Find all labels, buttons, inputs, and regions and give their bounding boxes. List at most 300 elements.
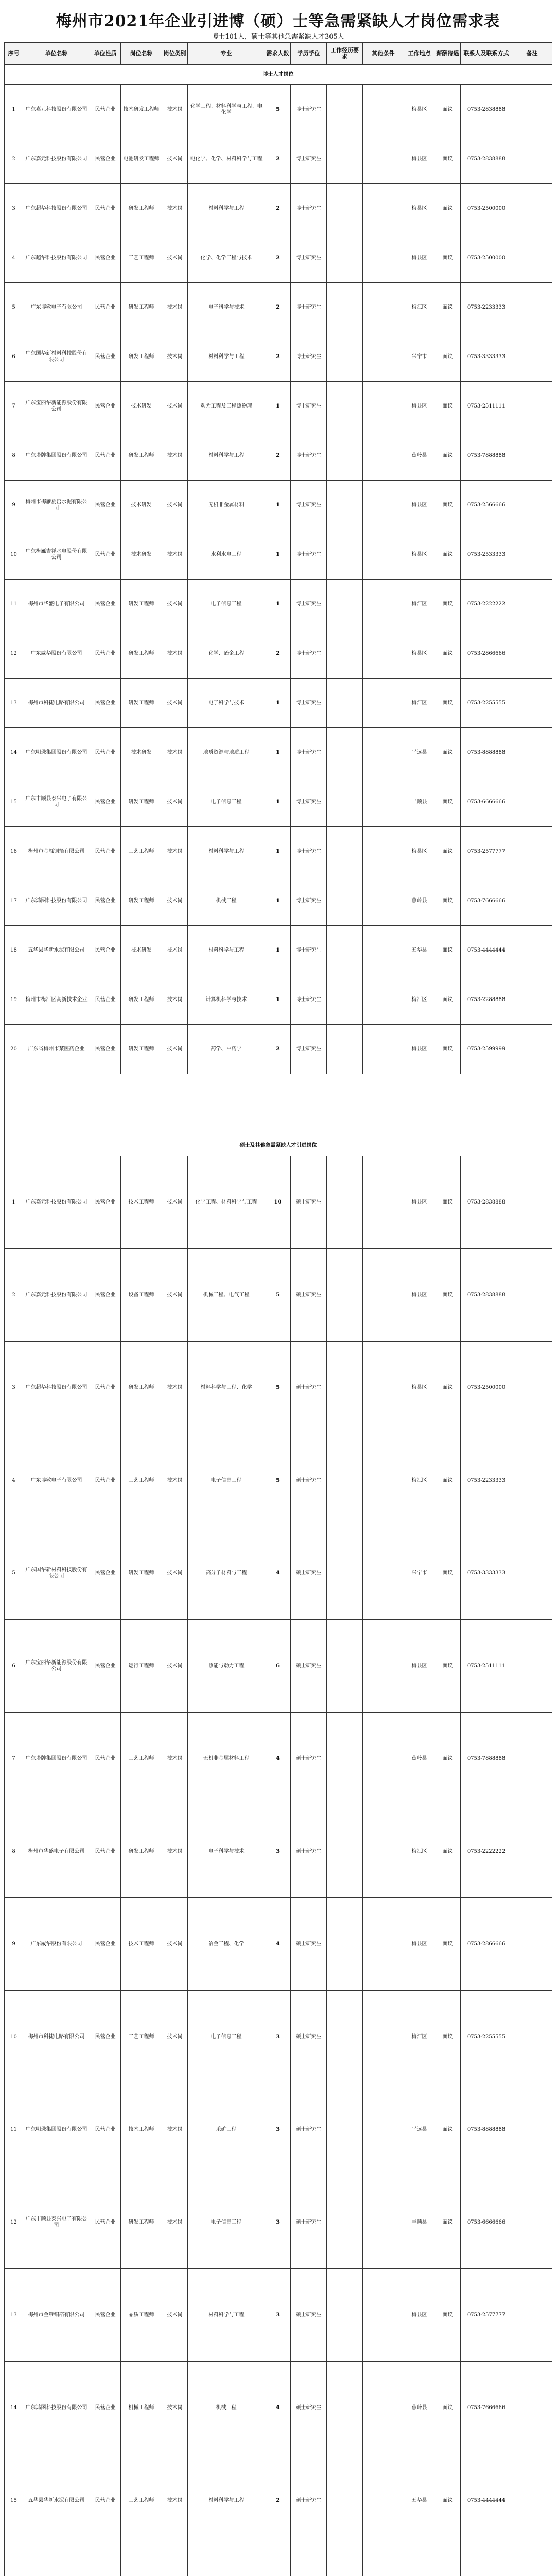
cell-exp — [327, 1156, 363, 1249]
cell-note — [512, 481, 552, 530]
page-subtitle: 博士101人，硕士等其他急需紧缺人才305人 — [212, 33, 344, 41]
column-header: 单位名称 — [23, 43, 90, 65]
cell-place — [404, 2547, 435, 2576]
cell-post: 研发工程师 — [121, 777, 162, 827]
cell-place: 平远县 — [404, 728, 435, 777]
cell-contact: 0753-2500000 — [461, 233, 512, 283]
cell-major: 水利水电工程 — [188, 530, 265, 580]
cell-cat: 技术岗 — [162, 1434, 188, 1527]
cell-other — [363, 2083, 404, 2176]
cell-cat: 技术岗 — [162, 530, 188, 580]
cell-contact: 0753-7666666 — [461, 2362, 512, 2454]
cell-other — [363, 629, 404, 679]
cell-exp — [327, 2269, 363, 2362]
cell-contact: 0753-2866666 — [461, 1898, 512, 1991]
cell-other — [363, 777, 404, 827]
cell-major: 计算机科学与技术 — [188, 975, 265, 1025]
cell-exp — [327, 926, 363, 975]
table-row — [5, 332, 552, 382]
cell-other — [363, 1620, 404, 1713]
cell-pay: 面议 — [435, 2176, 461, 2269]
cell-note — [512, 2547, 552, 2576]
cell-exp — [327, 2362, 363, 2454]
cell-contact: 0753-8888888 — [461, 2083, 512, 2176]
cell-org: 广东丰顺县泰兴电子有限公司 — [23, 2176, 90, 2269]
cell-contact: 0753-2511111 — [461, 382, 512, 431]
cell-cat: 技术岗 — [162, 2454, 188, 2547]
cell-contact: 0753-7666666 — [461, 876, 512, 926]
cell-post: 电池研发工程师 — [121, 134, 162, 184]
cell-no: 15 — [5, 777, 23, 827]
cell-contact: 0753-2233333 — [461, 283, 512, 332]
cell-qty: 6 — [265, 1620, 291, 1713]
cell-exp — [327, 975, 363, 1025]
cell-note — [512, 2454, 552, 2547]
cell-type: 民营企业 — [90, 1620, 121, 1713]
cell-other — [363, 1249, 404, 1342]
cell-exp — [327, 827, 363, 876]
cell-exp — [327, 1991, 363, 2083]
cell-no: 16 — [5, 827, 23, 876]
cell-post: 技术研发 — [121, 481, 162, 530]
cell-cat: 技术岗 — [162, 332, 188, 382]
cell-edu: 博士研究生 — [291, 679, 327, 728]
cell-other — [363, 2176, 404, 2269]
cell-qty: 1 — [265, 679, 291, 728]
table-row — [5, 431, 552, 481]
cell-place: 梅县区 — [404, 382, 435, 431]
cell-contact: 0753-2838888 — [461, 134, 512, 184]
cell-place: 梅县区 — [404, 1898, 435, 1991]
cell-place: 梅县区 — [404, 827, 435, 876]
table-row — [5, 85, 552, 134]
cell-place: 梅县区 — [404, 85, 435, 134]
column-header: 其他条件 — [363, 43, 404, 65]
cell-type: 民营企业 — [90, 827, 121, 876]
cell-type: 民营企业 — [90, 2269, 121, 2362]
cell-cat: 技术岗 — [162, 926, 188, 975]
cell-exp — [327, 876, 363, 926]
cell-exp — [327, 580, 363, 629]
cell-post: 工艺工程师 — [121, 233, 162, 283]
cell-note — [512, 1527, 552, 1620]
cell-type: 民营企业 — [90, 580, 121, 629]
cell-qty: 2 — [265, 431, 291, 481]
table-row — [5, 728, 552, 777]
cell-qty: 3 — [265, 1991, 291, 2083]
table-row — [5, 2269, 552, 2362]
cell-edu: 博士研究生 — [291, 481, 327, 530]
cell-other — [363, 1434, 404, 1527]
cell-edu: 硕士研究生 — [291, 2269, 327, 2362]
cell-no: 6 — [5, 332, 23, 382]
cell-major: 热能与动力工程 — [188, 1620, 265, 1713]
cell-post: 工艺工程师 — [121, 1991, 162, 2083]
cell-org: 五华县华新水泥有限公司 — [23, 2454, 90, 2547]
cell-exp — [327, 728, 363, 777]
cell-edu: 博士研究生 — [291, 85, 327, 134]
cell-no: 11 — [5, 580, 23, 629]
cell-qty: 5 — [265, 1434, 291, 1527]
cell-note — [512, 679, 552, 728]
cell-exp — [327, 1025, 363, 1074]
cell-other — [363, 2454, 404, 2547]
cell-org: 广东宝丽华新能源股份有限公司 — [23, 1620, 90, 1713]
cell-major: 冶金工程、化学 — [188, 1898, 265, 1991]
cell-qty: 2 — [265, 184, 291, 233]
cell-note — [512, 728, 552, 777]
cell-edu: 硕士研究生 — [291, 1898, 327, 1991]
cell-type: 民营企业 — [90, 1805, 121, 1898]
table-row — [5, 629, 552, 679]
cell-cat: 技术岗 — [162, 580, 188, 629]
cell-other — [363, 530, 404, 580]
cell-edu: 博士研究生 — [291, 431, 327, 481]
cell-major: 电子信息工程 — [188, 580, 265, 629]
cell-note — [512, 1805, 552, 1898]
cell-pay: 面议 — [435, 679, 461, 728]
cell-edu: 硕士研究生 — [291, 1156, 327, 1249]
cell-note — [512, 85, 552, 134]
cell-place: 兴宁市 — [404, 332, 435, 382]
cell-major: 机械工程、电气工程 — [188, 1249, 265, 1342]
cell-major: 电子信息工程 — [188, 1434, 265, 1527]
cell-pay: 面议 — [435, 827, 461, 876]
cell-place: 丰顺县 — [404, 777, 435, 827]
cell-org: 广东塔牌集团股份有限公司 — [23, 1713, 90, 1805]
cell-cat: 技术岗 — [162, 184, 188, 233]
cell-qty: 10 — [265, 1156, 291, 1249]
cell-exp — [327, 233, 363, 283]
cell-major: 电子科学与技术 — [188, 283, 265, 332]
cell-cat: 技术岗 — [162, 2362, 188, 2454]
cell-exp — [327, 2547, 363, 2576]
cell-pay: 面议 — [435, 1991, 461, 2083]
cell-note — [512, 1025, 552, 1074]
table-row — [5, 1991, 552, 2083]
cell-other — [363, 1991, 404, 2083]
cell-other — [363, 827, 404, 876]
cell-qty: 3 — [265, 2083, 291, 2176]
cell-other — [363, 580, 404, 629]
cell-other — [363, 975, 404, 1025]
cell-post: 技术研发 — [121, 926, 162, 975]
cell-contact: 0753-2838888 — [461, 1249, 512, 1342]
cell-org: 广东嘉元科技股份有限公司 — [23, 134, 90, 184]
cell-type: 民营企业 — [90, 481, 121, 530]
cell-org: 广东鸿图科技股份有限公司 — [23, 876, 90, 926]
cell-cat: 技术岗 — [162, 85, 188, 134]
cell-place: 梅江区 — [404, 580, 435, 629]
table-row — [5, 1249, 552, 1342]
cell-place: 蕉岭县 — [404, 431, 435, 481]
cell-qty: 1 — [265, 481, 291, 530]
cell-org: 广东超华科技股份有限公司 — [23, 233, 90, 283]
cell-exp — [327, 2176, 363, 2269]
table-row — [5, 827, 552, 876]
column-header: 岗位名称 — [121, 43, 162, 65]
cell-qty: 1 — [265, 975, 291, 1025]
cell-post: 技术工程师 — [121, 2083, 162, 2176]
cell-pay: 面议 — [435, 1025, 461, 1074]
cell-no: 19 — [5, 975, 23, 1025]
cell-org: 广东博敏电子有限公司 — [23, 1434, 90, 1527]
cell-type: 民营企业 — [90, 679, 121, 728]
cell-qty: 2 — [265, 283, 291, 332]
cell-type: 民营企业 — [90, 332, 121, 382]
cell-other — [363, 184, 404, 233]
cell-org: 广东超华科技股份有限公司 — [23, 1342, 90, 1434]
cell-no: 12 — [5, 629, 23, 679]
cell-type: 民营企业 — [90, 134, 121, 184]
cell-note — [512, 777, 552, 827]
cell-note — [512, 332, 552, 382]
cell-place: 平远县 — [404, 2083, 435, 2176]
table-row — [5, 679, 552, 728]
cell-org: 广东省梅州市某医药企业 — [23, 1025, 90, 1074]
cell-type: 民营企业 — [90, 1713, 121, 1805]
cell-place: 梅县区 — [404, 1249, 435, 1342]
cell-pay: 面议 — [435, 1156, 461, 1249]
cell-contact: 0753-2222222 — [461, 1805, 512, 1898]
cell-major: 电子科学与技术 — [188, 1805, 265, 1898]
cell-major: 材料科学与工程 — [188, 332, 265, 382]
table-row — [5, 1025, 552, 1074]
cell-cat: 技术岗 — [162, 876, 188, 926]
cell-org: 广东国华新材料科技股份有限公司 — [23, 1527, 90, 1620]
cell-note — [512, 926, 552, 975]
table-row — [5, 1805, 552, 1898]
cell-exp — [327, 85, 363, 134]
page-title: 梅州市2021年企业引进博（硕）士等急需紧缺人才岗位需求表 — [56, 12, 500, 30]
cell-other — [363, 2269, 404, 2362]
cell-edu: 博士研究生 — [291, 580, 327, 629]
cell-qty: 2 — [265, 233, 291, 283]
cell-type: 民营企业 — [90, 1156, 121, 1249]
cell-major: 电子信息工程 — [188, 1991, 265, 2083]
cell-type: 民营企业 — [90, 283, 121, 332]
cell-contact: 0753-2838888 — [461, 1156, 512, 1249]
cell-cat: 技术岗 — [162, 777, 188, 827]
cell-edu: 博士研究生 — [291, 283, 327, 332]
cell-edu: 博士研究生 — [291, 975, 327, 1025]
cell-place: 梅县区 — [404, 233, 435, 283]
cell-edu: 硕士研究生 — [291, 1527, 327, 1620]
cell-post: 技术研发工程师 — [121, 85, 162, 134]
cell-org: 广东博敏电子有限公司 — [23, 283, 90, 332]
cell-contact: 0753-7888888 — [461, 431, 512, 481]
cell-no: 10 — [5, 1991, 23, 2083]
cell-major: 机械工程 — [188, 2362, 265, 2454]
cell-edu — [291, 2547, 327, 2576]
cell-place: 梅江区 — [404, 283, 435, 332]
cell-cat: 技术岗 — [162, 2269, 188, 2362]
cell-org: 梅州市梅江区高新技术企业 — [23, 975, 90, 1025]
cell-exp — [327, 530, 363, 580]
cell-type: 民营企业 — [90, 1249, 121, 1342]
column-header: 工作经历要求 — [327, 43, 363, 65]
cell-other — [363, 134, 404, 184]
cell-org: 广东威华股份有限公司 — [23, 1898, 90, 1991]
cell-no: 4 — [5, 1434, 23, 1527]
cell-pay: 面议 — [435, 1713, 461, 1805]
cell-other — [363, 233, 404, 283]
cell-post: 机械工程师 — [121, 2362, 162, 2454]
cell-type: 民营企业 — [90, 530, 121, 580]
cell-exp — [327, 382, 363, 431]
cell-note — [512, 530, 552, 580]
cell-org: 广东超华科技股份有限公司 — [23, 184, 90, 233]
cell-type: 民营企业 — [90, 233, 121, 283]
cell-qty: 1 — [265, 580, 291, 629]
cell-pay: 面议 — [435, 85, 461, 134]
table-row — [5, 2362, 552, 2454]
cell-pay: 面议 — [435, 184, 461, 233]
cell-cat: 技术岗 — [162, 233, 188, 283]
cell-pay — [435, 2547, 461, 2576]
cell-note — [512, 2176, 552, 2269]
cell-note — [512, 2362, 552, 2454]
cell-no: 2 — [5, 134, 23, 184]
cell-qty: 5 — [265, 1249, 291, 1342]
cell-cat: 技术岗 — [162, 1527, 188, 1620]
cell-edu: 博士研究生 — [291, 134, 327, 184]
cell-org: 梅州市科捷电路有限公司 — [23, 1991, 90, 2083]
cell-qty: 4 — [265, 1898, 291, 1991]
cell-note — [512, 233, 552, 283]
cell-post: 技术工程师 — [121, 1156, 162, 1249]
cell-note — [512, 1249, 552, 1342]
cell-major: 高分子材料与工程 — [188, 1527, 265, 1620]
cell-place: 梅县区 — [404, 184, 435, 233]
section-spacer — [5, 1074, 552, 1136]
cell-contact: 0753-6666666 — [461, 777, 512, 827]
cell-note — [512, 975, 552, 1025]
cell-no: 11 — [5, 2083, 23, 2176]
table-row — [5, 382, 552, 431]
cell-place: 梅县区 — [404, 629, 435, 679]
cell-org: 广东鸿图科技股份有限公司 — [23, 2362, 90, 2454]
cell-qty: 1 — [265, 876, 291, 926]
cell-post: 研发工程师 — [121, 975, 162, 1025]
cell-type: 民营企业 — [90, 728, 121, 777]
table-row — [5, 1620, 552, 1713]
cell-pay: 面议 — [435, 431, 461, 481]
cell-type: 民营企业 — [90, 382, 121, 431]
cell-qty: 5 — [265, 85, 291, 134]
cell-qty: 3 — [265, 1805, 291, 1898]
cell-note — [512, 1620, 552, 1713]
cell-type: 民营企业 — [90, 85, 121, 134]
table-row — [5, 1527, 552, 1620]
cell-qty: 1 — [265, 530, 291, 580]
cell-type: 民营企业 — [90, 1025, 121, 1074]
cell-contact: 0753-4444444 — [461, 926, 512, 975]
cell-post: 研发工程师 — [121, 431, 162, 481]
cell-qty: 4 — [265, 1713, 291, 1805]
cell-qty: 1 — [265, 382, 291, 431]
cell-pay: 面议 — [435, 777, 461, 827]
cell-post: 研发工程师 — [121, 184, 162, 233]
cell-major: 材料科学与工程、化学 — [188, 1342, 265, 1434]
cell-other — [363, 1713, 404, 1805]
cell-pay: 面议 — [435, 1527, 461, 1620]
table-row — [5, 2083, 552, 2176]
cell-major: 无机非金属材料 — [188, 481, 265, 530]
cell-place: 梅江区 — [404, 1991, 435, 2083]
cell-other — [363, 283, 404, 332]
cell-exp — [327, 184, 363, 233]
cell-edu: 硕士研究生 — [291, 1991, 327, 2083]
cell-cat: 技术岗 — [162, 283, 188, 332]
cell-no: 5 — [5, 283, 23, 332]
cell-type: 民营企业 — [90, 431, 121, 481]
cell-qty: 2 — [265, 1025, 291, 1074]
cell-contact: 0753-7888888 — [461, 1713, 512, 1805]
table-row — [5, 184, 552, 233]
cell-no: 9 — [5, 481, 23, 530]
cell-note — [512, 629, 552, 679]
cell-org: 广东国华新材料科技股份有限公司 — [23, 332, 90, 382]
table-row — [5, 481, 552, 530]
cell-cat: 技术岗 — [162, 431, 188, 481]
cell-edu: 博士研究生 — [291, 530, 327, 580]
recruitment-table — [4, 42, 552, 2576]
cell-org: 广东丰顺县泰兴电子有限公司 — [23, 777, 90, 827]
cell-edu: 硕士研究生 — [291, 1805, 327, 1898]
cell-note — [512, 184, 552, 233]
cell-pay: 面议 — [435, 2269, 461, 2362]
cell-other — [363, 926, 404, 975]
header-row — [5, 43, 552, 65]
cell-other — [363, 679, 404, 728]
cell-contact: 0753-2599999 — [461, 1025, 512, 1074]
cell-place: 梅县区 — [404, 1342, 435, 1434]
cell-other — [363, 1805, 404, 1898]
cell-edu: 硕士研究生 — [291, 2454, 327, 2547]
cell-no: 14 — [5, 728, 23, 777]
cell-type: 民营企业 — [90, 926, 121, 975]
cell-cat: 技术岗 — [162, 827, 188, 876]
table-row — [5, 926, 552, 975]
column-header: 需求人数 — [265, 43, 291, 65]
cell-edu: 博士研究生 — [291, 827, 327, 876]
cell-other — [363, 85, 404, 134]
cell-type: 民营企业 — [90, 975, 121, 1025]
cell-other — [363, 1342, 404, 1434]
cell-post: 技术研发 — [121, 728, 162, 777]
cell-no: 9 — [5, 1898, 23, 1991]
cell-edu: 博士研究生 — [291, 728, 327, 777]
cell-edu: 博士研究生 — [291, 876, 327, 926]
cell-post: 研发工程师 — [121, 629, 162, 679]
cell-exp — [327, 2083, 363, 2176]
cell-qty: 3 — [265, 2176, 291, 2269]
cell-type: 民营企业 — [90, 2362, 121, 2454]
cell-post — [121, 2547, 162, 2576]
cell-no — [5, 2547, 23, 2576]
cell-contact: 0753-2255555 — [461, 1991, 512, 2083]
cell-edu: 硕士研究生 — [291, 2362, 327, 2454]
cell-cat: 技术岗 — [162, 382, 188, 431]
cell-major: 材料科学与工程 — [188, 431, 265, 481]
table-row — [5, 1434, 552, 1527]
cell-qty: 4 — [265, 2362, 291, 2454]
table-row — [5, 1342, 552, 1434]
cell-place: 梅江区 — [404, 1434, 435, 1527]
cell-major: 药学、中药学 — [188, 1025, 265, 1074]
cell-edu: 博士研究生 — [291, 1025, 327, 1074]
